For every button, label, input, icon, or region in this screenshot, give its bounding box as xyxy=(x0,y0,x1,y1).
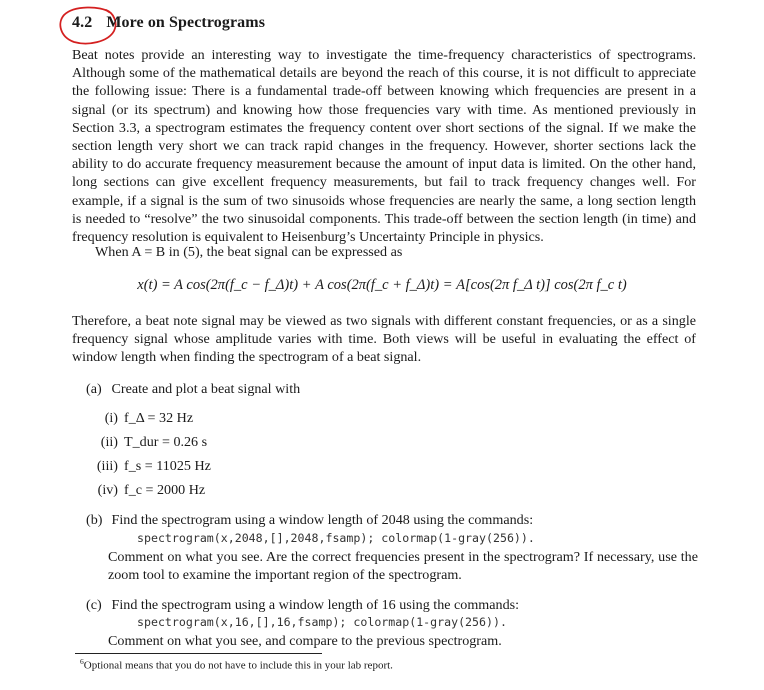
subitem-i xyxy=(82,410,193,427)
item-b-code: spectrogram(x,2048,[],2048,fsamp); colormap(1-gray(256)). xyxy=(137,531,535,545)
when-line: When A = B in (5), the beat signal can be expressed as xyxy=(95,244,403,260)
subitem-iv-label: (iv) xyxy=(97,482,118,498)
item-b xyxy=(86,511,698,529)
section-heading xyxy=(72,14,265,32)
subitem-iii-label: (iii) xyxy=(96,458,118,474)
item-b-label: (b) xyxy=(86,512,103,528)
subitem-iv-text: f_c = 2000 Hz xyxy=(124,482,206,498)
item-c-code: spectrogram(x,16,[],16,fsamp); colormap(1-gray(256)). xyxy=(137,615,507,629)
item-c-label: (c) xyxy=(86,597,102,613)
item-c-comment: Comment on what you see, and compare to the previous spectrogram. xyxy=(108,633,502,649)
item-c xyxy=(86,596,698,614)
intro-paragraph: Beat notes provide an interesting way to investigate the time-frequency characteristics of spectrograms. Although some of the mathematical details are beyond the reach of this course, it is not difficult to appreciate the following issue: There is a fundamental trade-off between knowing which frequencies are present in a signal (or its spectrum) and knowing how those frequencies vary with time. As mentioned previously in Section 3.3, a spectrogram estimates the frequency content over short sections of the signal. If we make the section length very short we can track rapid changes in the frequency. However, shorter sections lack the ability to do accurate frequency measurement because the amount of input data is limited. On the other hand, long sections can give excellent frequency measurements, but fail to track frequency changes well. For example, if a signal is the sum of two sinusoids whose frequencies are nearly the same, a long section length is needed to “resolve” the two sinusoidal components. This trade-off between the section length (in time) and frequency resolution is equivalent to Heisenburg’s Uncertainty Principle in physics. xyxy=(72,47,696,246)
subitem-ii-label: (ii) xyxy=(100,434,118,450)
section-number: 4.2 xyxy=(72,14,93,31)
item-b-comment: Comment on what you see. Are the correct frequencies present in the spectrogram? If necessary, use the zoom tool to examine the important region of the spectrogram. xyxy=(108,549,698,584)
item-a xyxy=(86,380,698,398)
subitem-iv xyxy=(82,482,205,499)
item-a-label: (a) xyxy=(86,381,102,397)
footnote-rule xyxy=(75,653,322,654)
footnote-marker: 6 xyxy=(80,657,84,666)
beat-equation: x(t) = A cos(2π(f_c − f_Δ)t) + A cos(2π(f_c + f_Δ)t) = A[cos(2π f_Δ t)] cos(2π f_c t) xyxy=(137,277,627,293)
item-c-text: Find the spectrogram using a window length of 16 using the commands: xyxy=(111,597,520,613)
subitem-iii-text: f_s = 11025 Hz xyxy=(124,458,211,474)
subitem-iii xyxy=(82,458,211,475)
item-b-text: Find the spectrogram using a window length of 2048 using the commands: xyxy=(111,512,534,528)
subitem-ii-text: T_dur = 0.26 s xyxy=(124,434,208,450)
beat-note-paragraph: Therefore, a beat note signal may be viewed as two signals with different constant frequencies, or as a single frequency signal whose amplitude varies with time. Both views will be useful in evaluating the effect of window length when finding the spectrogram of a beat signal. xyxy=(72,313,696,366)
item-a-text: Create and plot a beat signal with xyxy=(111,381,301,397)
subitem-ii xyxy=(82,434,207,451)
section-title: More on Spectrograms xyxy=(106,14,266,31)
subitem-i-text: f_Δ = 32 Hz xyxy=(124,410,194,426)
subitem-i-label: (i) xyxy=(104,410,118,426)
footnote-text: Optional means that you do not have to include this in your lab report. xyxy=(83,659,393,672)
footnote xyxy=(80,657,393,672)
